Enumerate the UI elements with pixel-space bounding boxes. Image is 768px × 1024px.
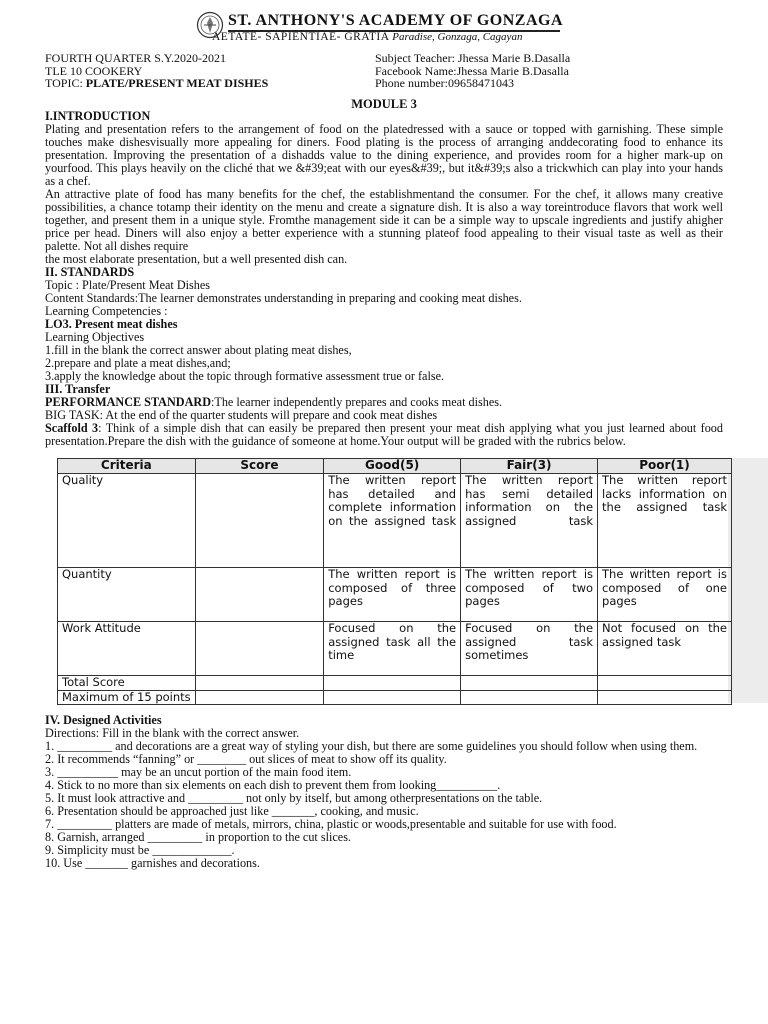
activity-item: 6. Presentation should be approached just like _______, cooking, and music. (45, 804, 419, 818)
empty-cell (461, 676, 598, 691)
scaffold-label: Scaffold 3 (45, 421, 99, 435)
good-cell: The written report is composed of three pages (324, 568, 461, 622)
standards-topic: Topic : Plate/Present Meat Dishes (45, 278, 211, 292)
topic-value: PLATE/PRESENT MEAT DISHES (85, 76, 269, 90)
score-cell (195, 474, 324, 568)
module-title: MODULE 3 (351, 97, 417, 111)
fair-cell: Focused on the assigned task sometimes (461, 622, 598, 676)
transfer-heading: III. Transfer (45, 382, 111, 396)
rubric-maximum-row (58, 690, 732, 705)
rubric-table (57, 458, 732, 705)
header-fair: Fair(3) (461, 459, 598, 474)
course-info (45, 52, 268, 90)
header-poor: Poor(1) (598, 459, 732, 474)
school-name: ST. ANTHONY'S ACADEMY OF GONZAGA (228, 12, 563, 29)
module-content (45, 110, 723, 448)
rubric-header-row (58, 459, 732, 474)
criteria-cell: Work Attitude (58, 622, 196, 676)
activity-item: 10. Use _______ garnishes and decorations. (45, 856, 260, 870)
activity-item: 3. __________ may be an uncut portion of the main food item. (45, 765, 352, 779)
school-motto (212, 31, 522, 43)
poor-cell: Not focused on the assigned task (598, 622, 732, 676)
intro-paragraph-2: An attractive plate of food has many benefits for the chef, the establishmentand the consumer. For the chef, it allows many creative possibilities, a chance totamp their identity on the menu and create a signature dish. It is also a way toreintroduce flavors that work well together, and present them in a unique style. Fromthe management side it can be a simple way to upscale ingredients and justify ahigher price per head. Diners will also enjoy a better experience with a stunning plateof food appealing to their visual taste as well as their palette. Not all dishes require (45, 187, 723, 253)
rubric-row-quantity (58, 568, 732, 622)
objective-item: 3.apply the knowledge about the topic through formative assessment true or false. (45, 369, 445, 383)
phone-line: Phone number:09658471043 (375, 76, 514, 90)
learning-outcome: LO3. Present meat dishes (45, 317, 178, 331)
activity-item: 9. Simplicity must be _____________. (45, 843, 235, 857)
intro-paragraph-3: the most elaborate presentation, but a well presented dish can. (45, 252, 348, 266)
teacher-info (375, 52, 570, 90)
learning-competencies: Learning Competencies : (45, 304, 168, 318)
empty-cell (324, 690, 461, 705)
header-good: Good(5) (324, 459, 461, 474)
total-score-label: Total Score (58, 676, 196, 691)
maximum-label: Maximum of 15 points (58, 690, 196, 705)
scaffold (45, 422, 723, 448)
facebook-line: Facebook Name:Jhessa Marie B.Dasalla (375, 63, 569, 78)
activity-item: 5. It must look attractive and _________ not only by itself, but among otherpresentations on the table. (45, 791, 543, 805)
empty-cell (324, 676, 461, 691)
criteria-cell: Quantity (58, 568, 196, 622)
header-score: Score (195, 459, 324, 474)
poor-cell: The written report is composed of one pages (598, 568, 732, 622)
performance-label: PERFORMANCE STANDARD (45, 395, 211, 409)
intro-paragraph-1: Plating and presentation refers to the arrangement of food on the platedressed with a sauce or topped with garnishing. These simple touches make dishesvisually more appealing for diners. Food plating is the process of arranging anddecorating food to enhance its presentation. Improving the presentation of a dishadds value to the dining experience, and provides room for a higher mark-up on yourfood. This plays heavily on the cliché that we &#39;eat with our eyes&#39;, but it&#39;s also a trickwhich can play into your hands as a chef. (45, 122, 723, 188)
scaffold-text: : Think of a simple dish that can easily be prepared then present your meat dish applying what you just learned about food presentation.Prepare the dish with the guidance of someone at home.Your output will be graded with the rubrics below. (45, 421, 723, 448)
performance-text: :The learner independently prepares and cooks meat dishes. (211, 395, 503, 409)
rubric-row-attitude (58, 622, 732, 676)
intro-heading: I.INTRODUCTION (45, 109, 151, 123)
fair-cell: The written report is composed of two pages (461, 568, 598, 622)
empty-cell (598, 690, 732, 705)
total-score-cell (195, 676, 324, 691)
good-cell: The written report has detailed and complete information on the assigned task (324, 474, 461, 568)
poor-cell: The written report lacks information on the assigned task (598, 474, 732, 568)
designed-activities (45, 714, 725, 870)
topic-label: TOPIC: (45, 76, 86, 90)
teacher-line: Subject Teacher: Jhessa Marie B.Dasalla (375, 51, 571, 65)
maximum-score-cell (195, 690, 324, 705)
standards-heading: II. STANDARDS (45, 265, 135, 279)
school-address: Paradise, Gonzaga, Cagayan (392, 31, 523, 43)
activities-heading: IV. Designed Activities (45, 713, 162, 727)
rubric-row-quality (58, 474, 732, 568)
topic-line (45, 77, 268, 90)
objective-item: 2.prepare and plate a meat dishes,and; (45, 356, 231, 370)
activity-item: 7. _________ platters are made of metals, mirrors, china, plastic or woods,presentable and suitable for use with food. (45, 817, 617, 831)
rubric-total-row (58, 676, 732, 691)
course-line: TLE 10 COOKERY (45, 63, 143, 78)
table-edge-shade (728, 458, 768, 703)
fair-cell: The written report has semi detailed information on the assigned task (461, 474, 598, 568)
activities-directions: Directions: Fill in the blank with the correct answer. (45, 726, 300, 740)
activity-item: 4. Stick to no more than six elements on each dish to prevent them from looking__________. (45, 778, 501, 792)
activity-item: 2. It recommends “fanning” or ________ out slices of meat to show off its quality. (45, 752, 447, 766)
empty-cell (598, 676, 732, 691)
score-cell (195, 568, 324, 622)
big-task: BIG TASK: At the end of the quarter students will prepare and cook meat dishes (45, 408, 438, 422)
quarter-line: FOURTH QUARTER S.Y.2020-2021 (45, 51, 227, 65)
header-criteria: Criteria (58, 459, 196, 474)
activity-item: 8. Garnish, arranged _________ in proportion to the cut slices. (45, 830, 351, 844)
content-standards: Content Standards:The learner demonstrates understanding in preparing and cooking meat dishes. (45, 291, 522, 305)
objectives-label: Learning Objectives (45, 330, 145, 344)
empty-cell (461, 690, 598, 705)
good-cell: Focused on the assigned task all the time (324, 622, 461, 676)
motto-text: AETATE- SAPIENTIAE- GRATIA (212, 31, 389, 43)
score-cell (195, 622, 324, 676)
criteria-cell: Quality (58, 474, 196, 568)
activity-item: 1. _________ and decorations are a great way of styling your dish, but there are some guidelines you should follow when using them. (45, 739, 698, 753)
objective-item: 1.fill in the blank the correct answer about plating meat dishes, (45, 343, 352, 357)
